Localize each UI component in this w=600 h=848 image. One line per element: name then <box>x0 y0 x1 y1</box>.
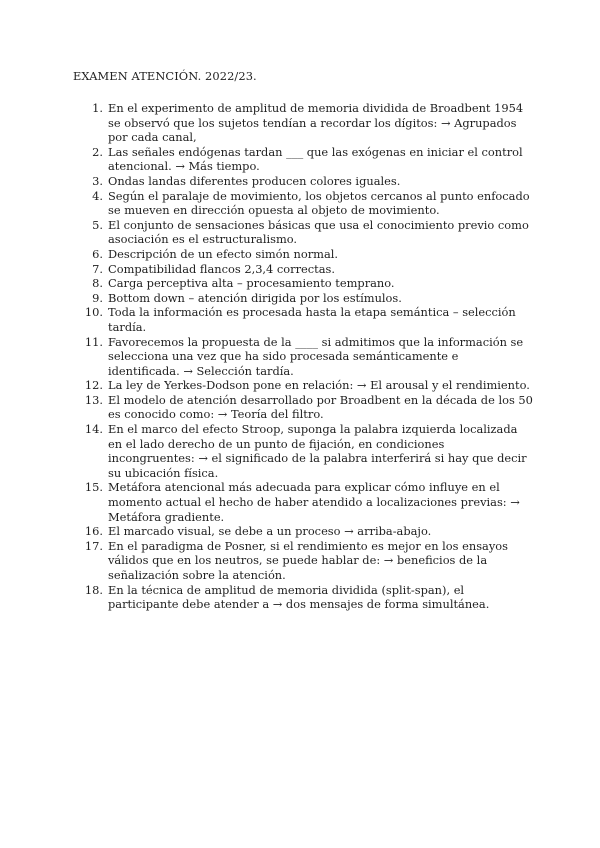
item-number: 18. <box>84 582 103 597</box>
list-item <box>73 335 533 379</box>
list-item <box>73 305 533 334</box>
question-list <box>73 101 533 612</box>
item-number: 9. <box>92 290 103 305</box>
item-number: 10. <box>84 305 103 320</box>
list-item <box>73 262 533 277</box>
item-number: 15. <box>84 480 103 495</box>
item-text: En la técnica de amplitud de memoria dividida (split-span), el participante debe atender a → dos mensajes de forma simultánea. <box>108 582 490 612</box>
list-item <box>73 145 533 174</box>
item-number: 16. <box>84 524 103 539</box>
item-number: 11. <box>84 334 103 349</box>
list-item <box>73 101 533 145</box>
list-item <box>73 422 533 480</box>
item-text: Metáfora atencional más adecuada para explicar cómo influye en el momento actual el hecho de haber atendido a localizaciones previas: → Metáfora gradiente. <box>108 480 520 524</box>
item-number: 3. <box>92 173 103 188</box>
item-number: 17. <box>84 538 103 553</box>
document-title: EXAMEN ATENCIÓN. 2022/23. <box>73 69 257 83</box>
item-text: El marcado visual, se debe a un proceso → arriba-abajo. <box>108 524 432 539</box>
list-item <box>73 583 533 612</box>
item-text: Favorecemos la propuesta de la ____ si admitimos que la información se selecciona una vez que ha sido procesada semánticamente e identificada. → Selección tardía. <box>108 334 524 378</box>
list-item <box>73 480 533 524</box>
item-number: 13. <box>84 392 103 407</box>
list-item <box>73 189 533 218</box>
list-item <box>73 393 533 422</box>
item-text: En el paradigma de Posner, si el rendimiento es mejor en los ensayos válidos que en los neutros, se puede hablar de: → beneficios de la señalización sobre la atención. <box>108 538 508 582</box>
item-text: El modelo de atención desarrollado por Broadbent en la década de los 50 es conocido como: → Teoría del filtro. <box>108 392 533 422</box>
list-item <box>73 174 533 189</box>
item-text: Toda la información es procesada hasta la etapa semántica – selección tardía. <box>108 305 516 334</box>
item-text: Descripción de un efecto simón normal. <box>108 246 338 261</box>
list-item <box>73 276 533 291</box>
list-item <box>73 524 533 539</box>
item-number: 4. <box>92 188 103 203</box>
item-number: 12. <box>84 378 103 393</box>
item-text: Bottom down – atención dirigida por los estímulos. <box>108 290 402 305</box>
item-text: Carga perceptiva alta – procesamiento temprano. <box>108 276 395 291</box>
list-item <box>73 539 533 583</box>
item-text: Compatibilidad flancos 2,3,4 correctas. <box>108 261 336 276</box>
item-number: 1. <box>92 101 103 115</box>
list-item <box>73 247 533 262</box>
list-item <box>73 378 533 393</box>
item-number: 7. <box>92 261 103 276</box>
item-text: La ley de Yerkes-Dodson pone en relación: → El arousal y el rendimiento. <box>108 378 530 393</box>
item-text: Según el paralaje de movimiento, los objetos cercanos al punto enfocado se mueven en dirección opuesta al objeto de movimiento. <box>108 188 530 218</box>
item-text: Ondas landas diferentes producen colores iguales. <box>108 173 401 188</box>
item-number: 2. <box>92 144 103 159</box>
item-text: El conjunto de sensaciones básicas que usa el conocimiento previo como asociación es el estructuralismo. <box>108 217 529 247</box>
item-text: En el experimento de amplitud de memoria dividida de Broadbent 1954 se observó que los sujetos tendían a recordar los dígitos: → Agrupados por cada canal, <box>108 101 524 145</box>
item-number: 8. <box>92 276 103 291</box>
item-number: 14. <box>84 422 103 437</box>
item-number: 6. <box>92 246 103 261</box>
item-text: En el marco del efecto Stroop, suponga la palabra izquierda localizada en el lado derecho de un punto de fijación, en condiciones incongruentes: → el significado de la palabra interferirá si hay que decir su ubicación física. <box>108 422 527 480</box>
list-item <box>73 291 533 306</box>
item-text: Las señales endógenas tardan ___ que las exógenas en iniciar el control atencional. → Más tiempo. <box>108 144 523 174</box>
list-item <box>73 218 533 247</box>
item-number: 5. <box>92 217 103 232</box>
